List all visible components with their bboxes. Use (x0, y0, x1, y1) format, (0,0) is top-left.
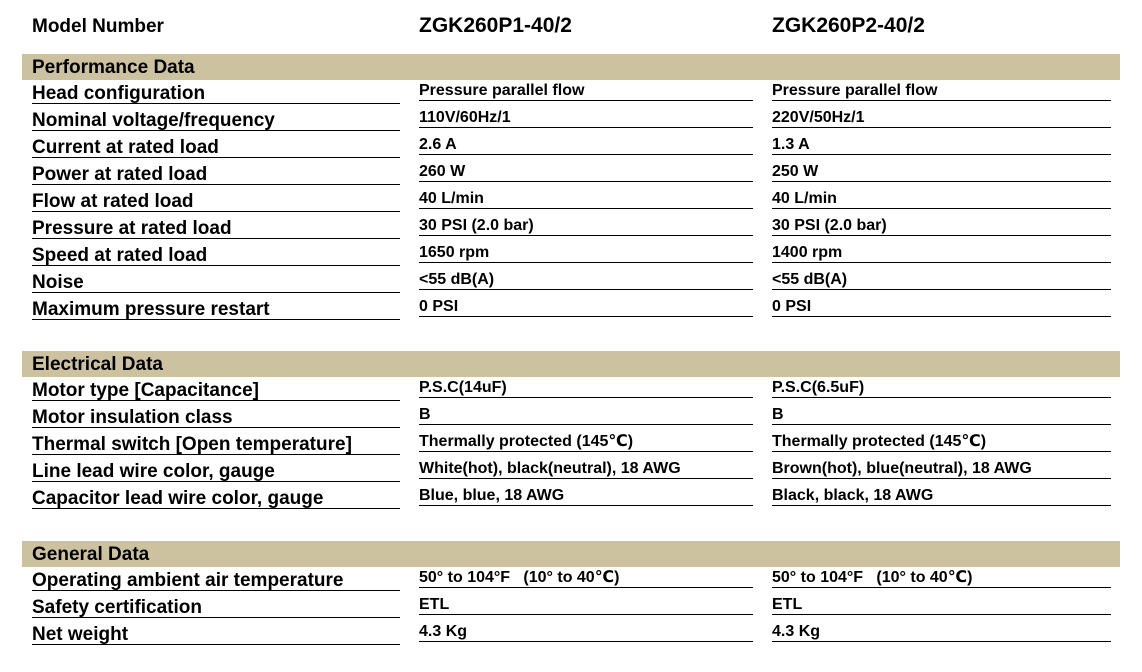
spec-label: Line lead wire color, gauge (32, 461, 400, 482)
spec-row (0, 404, 1142, 431)
spec-value-model-2: 40 L/min (772, 190, 1111, 209)
spec-value-model-1: ETL (419, 596, 753, 615)
spec-value-model-2: 30 PSI (2.0 bar) (772, 217, 1111, 236)
spec-value-model-2: 4.3 Kg (772, 623, 1111, 642)
spec-label: Safety certification (32, 597, 400, 618)
spec-row (0, 242, 1142, 269)
spec-label: Noise (32, 272, 400, 293)
spec-value-model-1: B (419, 406, 753, 425)
section-title: General Data (32, 544, 150, 565)
spec-label: Nominal voltage/frequency (32, 110, 400, 131)
spec-value-model-2: Brown(hot), blue(neutral), 18 AWG (772, 460, 1111, 479)
section-header (22, 54, 1120, 80)
spec-row (0, 458, 1142, 485)
spec-value-model-1: 30 PSI (2.0 bar) (419, 217, 753, 236)
spec-value-model-2: P.S.C(6.5uF) (772, 379, 1111, 398)
spec-row (0, 485, 1142, 512)
spec-value-model-1: 40 L/min (419, 190, 753, 209)
spec-label: Thermal switch [Open temperature] (32, 434, 400, 455)
spec-row (0, 161, 1142, 188)
spec-row (0, 215, 1142, 242)
spec-row (0, 377, 1142, 404)
spec-value-model-1: 1650 rpm (419, 244, 753, 263)
spec-value-model-2: 1400 rpm (772, 244, 1111, 263)
spec-value-model-2: 0 PSI (772, 298, 1111, 317)
spec-label: Speed at rated load (32, 245, 400, 266)
spec-value-model-1: P.S.C(14uF) (419, 379, 753, 398)
spec-value-model-1: Pressure parallel flow (419, 82, 753, 101)
spec-value-model-1: 110V/60Hz/1 (419, 109, 753, 128)
spec-value-model-1: Thermally protected (145℃) (419, 433, 753, 452)
spec-label: Motor type [Capacitance] (32, 380, 400, 401)
spec-row (0, 134, 1142, 161)
spec-row (0, 188, 1142, 215)
spec-value-model-1: <55 dB(A) (419, 271, 753, 290)
spec-value-model-2: Thermally protected (145℃) (772, 433, 1111, 452)
spec-label: Maximum pressure restart (32, 299, 400, 320)
spec-value-model-1: 4.3 Kg (419, 623, 753, 642)
spec-value-model-2: B (772, 406, 1111, 425)
spec-value-model-2: Black, black, 18 AWG (772, 487, 1111, 506)
model-number-label: Model Number (32, 16, 164, 37)
spec-row (0, 296, 1142, 323)
spec-label: Net weight (32, 624, 400, 645)
model-1-name: ZGK260P1-40/2 (419, 14, 572, 37)
section-title: Electrical Data (32, 354, 163, 375)
spec-label: Motor insulation class (32, 407, 400, 428)
spec-value-model-1: 2.6 A (419, 136, 753, 155)
spec-value-model-2: 220V/50Hz/1 (772, 109, 1111, 128)
spec-label: Operating ambient air temperature (32, 570, 400, 591)
spec-row (0, 621, 1142, 648)
spec-label: Head configuration (32, 83, 400, 104)
spec-value-model-1: 50° to 104°F (10° to 40℃) (419, 569, 753, 588)
section-title: Performance Data (32, 57, 195, 78)
spec-value-model-2: <55 dB(A) (772, 271, 1111, 290)
spec-row (0, 594, 1142, 621)
spec-row (0, 431, 1142, 458)
model-number-row (0, 14, 1142, 42)
spec-row (0, 269, 1142, 296)
spec-label: Flow at rated load (32, 191, 400, 212)
section-header (22, 541, 1120, 567)
spec-value-model-1: Blue, blue, 18 AWG (419, 487, 753, 506)
spec-value-model-2: 1.3 A (772, 136, 1111, 155)
spec-value-model-1: 260 W (419, 163, 753, 182)
section-header (22, 351, 1120, 377)
spec-label: Power at rated load (32, 164, 400, 185)
spec-value-model-2: ETL (772, 596, 1111, 615)
spec-value-model-2: 50° to 104°F (10° to 40℃) (772, 569, 1111, 588)
spec-row (0, 567, 1142, 594)
spec-row (0, 80, 1142, 107)
spec-label: Pressure at rated load (32, 218, 400, 239)
spec-value-model-1: 0 PSI (419, 298, 753, 317)
spec-value-model-2: Pressure parallel flow (772, 82, 1111, 101)
model-2-name: ZGK260P2-40/2 (772, 14, 925, 37)
spec-row (0, 107, 1142, 134)
spec-value-model-1: White(hot), black(neutral), 18 AWG (419, 460, 753, 479)
spec-label: Current at rated load (32, 137, 400, 158)
spec-label: Capacitor lead wire color, gauge (32, 488, 400, 509)
spec-value-model-2: 250 W (772, 163, 1111, 182)
